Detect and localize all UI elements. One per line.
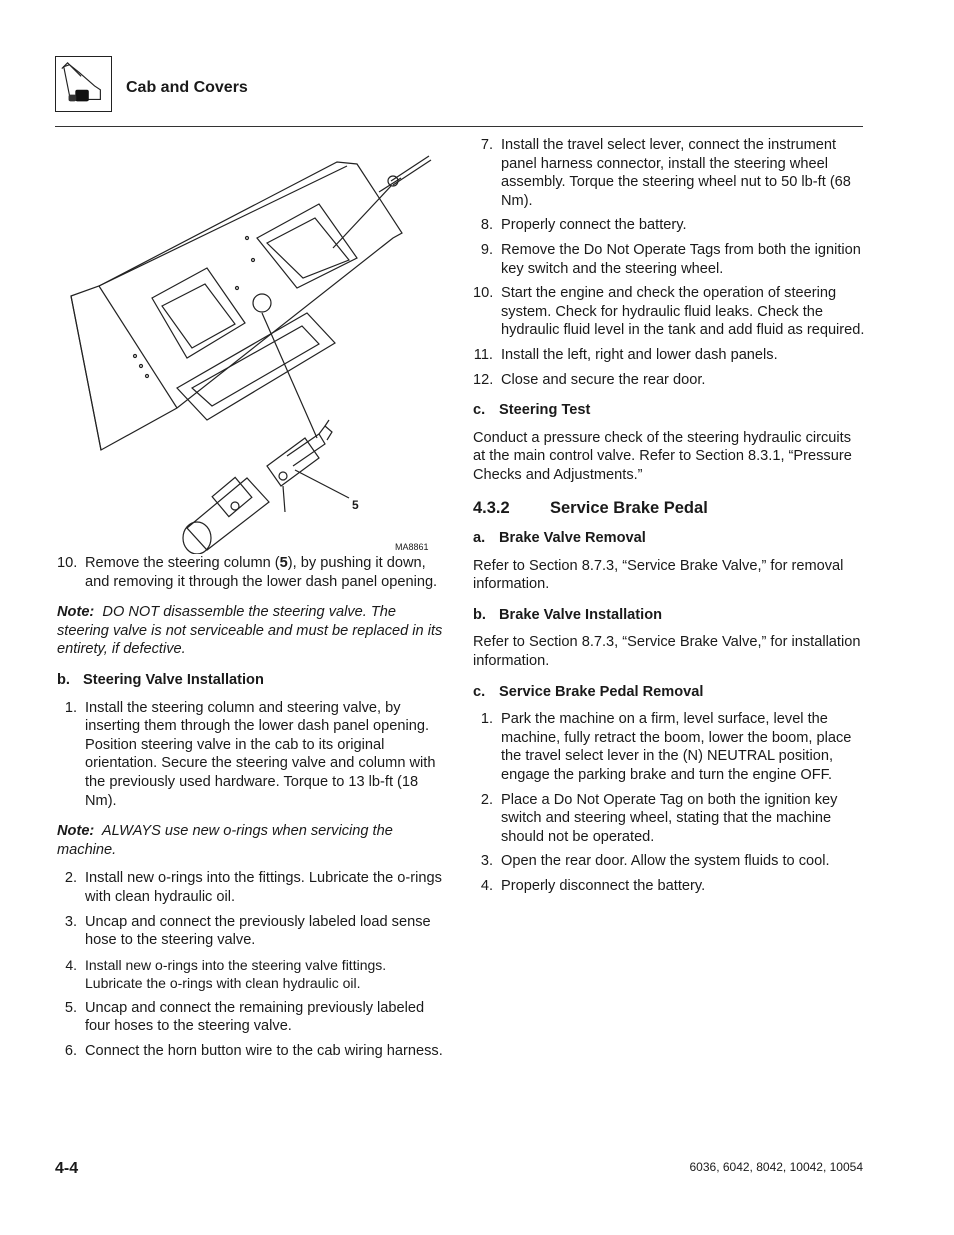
list-item: 5. Uncap and connect the remaining previously labeled four hoses to the steering valve. (64, 999, 425, 1035)
subheading-brake-valve-removal: a. Brake Valve Removal (473, 530, 646, 547)
figure-code: MA8861 (395, 542, 429, 552)
subheading-brake-valve-installation: b. Brake Valve Installation (473, 606, 663, 623)
machine-logo-icon (55, 56, 112, 112)
subheading-service-brake-pedal-removal: c. Service Brake Pedal Removal (473, 683, 704, 700)
left-column (57, 138, 447, 1067)
list-item: 4. Install new o-rings into the steering valve fittings. Lubricate the o-rings with clean hydraulic oil. (65, 956, 387, 992)
figure-callout-5: 5 (352, 498, 359, 512)
list-item: 8. Properly connect the battery. (480, 217, 687, 234)
note-steering-valve: Note: DO NOT disassemble the steering valve. The steering valve is not serviceable and must be replaced in its entirety, if defective. (57, 604, 443, 658)
list-item: 2. Install new o-rings into the fittings. Lubricate the o-rings with clean hydraulic oil. (64, 870, 442, 905)
note-o-rings: Note: ALWAYS use new o-rings when servicing the machine. (57, 823, 393, 858)
subheading-steering-test: c. Steering Test (473, 402, 591, 419)
list-item: 10. Remove the steering column (5), by pushing it down, and removing it through the lower dash panel opening. (57, 555, 438, 590)
steering-column-figure (57, 138, 447, 554)
list-item: 2. Place a Do Not Operate Tag on both the ignition key switch and steering wheel, stating that the machine should not be operated. (480, 791, 838, 845)
header-rule (55, 126, 863, 127)
section-title: Cab and Covers (126, 79, 248, 96)
section-heading-service-brake-pedal: 4.3.2 Service Brake Pedal (473, 498, 708, 517)
list-item: 11. Install the left, right and lower dash panels. (473, 346, 778, 363)
page-number: 4-4 (55, 1160, 79, 1177)
list-item: 1. Install the steering column and steering valve, by inserting them through the lower dash panel opening. Position steering valve in the cab to its original orientation. Secure the steering valve and column with the previously used hardware. Torque to 13 lb-ft (18 Nm). (64, 699, 436, 809)
brake-removal-text: Refer to Section 8.7.3, “Service Brake Valve,” for removal information. (473, 557, 844, 593)
list-item: 3. Uncap and connect the previously labeled load sense hose to the steering valve. (64, 913, 431, 949)
step-number: 10. (57, 555, 78, 571)
installation-steps-c (473, 136, 865, 389)
list-item: 7. Install the travel select lever, connect the instrument panel harness connector, install the steering wheel assembly. Torque the steering wheel nut to 50 lb-ft (68 Nm). (480, 137, 851, 209)
installation-steps-b (57, 869, 447, 1060)
subheading-steering-valve-installation: b. Steering Valve Installation (57, 671, 264, 688)
list-item: 6. Connect the horn button wire to the cab wiring harness. (64, 1043, 443, 1060)
removal-steps (57, 554, 447, 591)
list-item: 9. Remove the Do Not Operate Tags from both the ignition key switch and the steering wheel. (480, 241, 861, 277)
installation-steps-a (57, 699, 447, 811)
brake-install-text: Refer to Section 8.7.3, “Service Brake Valve,” for installation information. (473, 634, 861, 670)
model-list: 6036, 6042, 8042, 10042, 10054 (689, 1160, 863, 1174)
list-item: 12. Close and secure the rear door. (473, 371, 706, 388)
list-item: 3. Open the rear door. Allow the system fluids to cool. (480, 853, 830, 870)
steering-test-text: Conduct a pressure check of the steering hydraulic circuits at the main control valve. Refer to Section 8.3.1, “Pressure Checks and Adjustments.” (473, 429, 852, 483)
list-item: 10. Start the engine and check the operation of steering system. Check for hydraulic fluid leaks. Check the hydraulic fluid level in the tank and add fluid as required. (473, 285, 865, 339)
list-item: 4. Properly disconnect the battery. (480, 878, 706, 894)
pedal-removal-steps (473, 710, 865, 895)
right-column (473, 136, 865, 902)
dash-panel-illustration (57, 138, 447, 554)
list-item: 1. Park the machine on a firm, level surface, level the machine, fully retract the boom, lower the boom, place the travel select lever in the (N) NEUTRAL position, engage the parking brake and turn the engine OFF. (480, 711, 852, 784)
